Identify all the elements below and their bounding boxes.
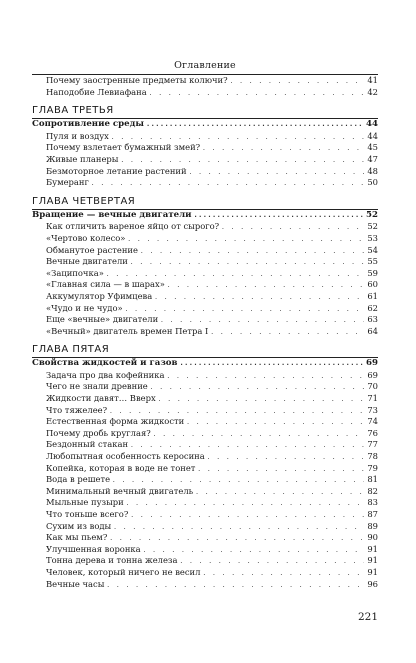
toc-entry-title: Минимальный вечный двигатель [46,485,194,496]
toc-entry-page: 77 [367,439,378,450]
toc-entry [32,326,378,338]
section-entry [32,358,378,370]
section-entry-page: 69 [366,358,378,369]
toc-entry [32,416,378,428]
toc-entry-title: Пуля и воздух [46,130,109,141]
toc-entry-title: Улучшенная воронка [46,543,141,554]
dot-leader [167,280,364,292]
toc-entry [32,474,378,486]
toc-entry-page: 42 [367,86,378,97]
toc-entry [32,497,378,509]
toc-entry-title: Аккумулятор Уфимцева [46,290,153,301]
dot-leader [150,382,364,394]
dot-leader [202,143,364,155]
dot-leader [109,533,364,545]
toc-entry [32,532,378,544]
toc-entry [32,279,378,291]
toc-entry-title: Как отличить вареное яйцо от сырого? [46,221,220,232]
toc-entry-page: 81 [367,474,378,485]
toc-entry-title: Сухим из воды [46,520,112,531]
toc-entry-title: Задача про два кофейника [46,369,165,380]
toc-entry-page: 69 [367,369,378,380]
toc-entry-page: 71 [367,393,378,404]
toc-entry-title: Как мы пьем? [46,532,108,543]
section-entry [32,119,378,131]
dot-leader [127,234,364,246]
section-entry-page: 44 [366,119,378,130]
dot-leader [149,88,364,100]
toc-entry-title: «Чудо и не чудо» [46,302,123,313]
toc-entry [32,75,378,87]
section-entry-page: 52 [366,209,378,220]
toc-entry [32,439,378,451]
toc-entry-page: 83 [367,497,378,508]
dot-leader [113,522,364,534]
toc-entry [32,256,378,268]
toc-entry [32,177,378,189]
dot-leader [153,429,364,441]
toc-entry [32,131,378,143]
toc-entry [32,245,378,257]
table-of-contents [32,75,378,590]
dot-leader [230,76,364,88]
toc-entry-title: Жидкости давят… Вверх [46,393,156,404]
toc-entry-title: Чего не знали древние [46,381,148,392]
toc-entry-page: 76 [367,427,378,438]
toc-entry-title: Обманутое растение [46,244,138,255]
dot-leader [91,178,364,190]
toc-entry [32,142,378,154]
toc-entry [32,370,378,382]
toc-entry-page: 91 [367,543,378,554]
toc-entry-title: Что тоньше всего? [46,509,129,519]
toc-entry-page: 61 [367,290,378,301]
toc-entry-page: 53 [367,232,378,243]
toc-entry-page: 89 [367,520,378,531]
toc-entry [32,233,378,245]
toc-entry [32,303,378,315]
dot-leader [197,464,364,476]
toc-entry-page: 55 [367,256,378,267]
toc-entry [32,221,378,233]
toc-entry-title: «Заципочка» [46,267,104,278]
dot-leader [180,358,364,370]
dot-leader [189,167,364,179]
section-entry-title: Сопротивление среды [32,119,144,130]
toc-entry-page: 47 [367,153,378,164]
toc-entry [32,486,378,498]
toc-entry [32,87,378,99]
toc-entry-page: 52 [367,221,378,232]
toc-entry-title: Вечные двигатели [46,256,128,267]
dot-leader [202,568,364,580]
chapter-heading: ГЛАВА ТРЕТЬЯ [32,105,114,117]
dot-leader [126,498,364,510]
toc-entry-page: 70 [367,381,378,392]
dot-leader [154,292,364,304]
dot-leader [106,580,364,592]
chapter-heading: ГЛАВА ЧЕТВЕРТАЯ [32,195,136,207]
toc-entry-page: 79 [367,462,378,473]
toc-entry-title: Любопытная особенность керосина [46,451,205,462]
dot-leader [140,246,364,258]
toc-entry-title: Бумеранг [46,177,89,188]
toc-entry-page: 91 [367,555,378,566]
toc-entry [32,154,378,166]
toc-entry [32,428,378,440]
dot-leader [195,487,364,499]
toc-entry [32,451,378,463]
running-head: Оглавление [174,60,236,71]
toc-entry-title: «Вечный» двигатель времен Петра I [46,325,209,336]
dot-leader [130,510,364,522]
toc-entry-page: 44 [367,130,378,141]
dot-leader [186,417,364,429]
section-entry-title: Свойства жидкостей и газов [32,358,178,369]
dot-leader [221,222,364,234]
dot-leader [207,452,364,464]
dot-leader [158,394,364,406]
section-entry-title: Вращение — вечные двигатели [32,209,192,220]
toc-entry-page: 41 [367,75,378,85]
toc-entry-title: Мыльные пузыри [46,497,124,508]
toc-entry-title: Бездонный стакан [46,439,129,450]
toc-entry-title: «Главная сила — в шарах» [46,279,165,290]
toc-entry [32,314,378,326]
toc-entry-title: Тонна дерева и тонна железа [46,555,178,566]
dot-leader [180,556,365,568]
toc-entry [32,521,378,533]
toc-entry-page: 62 [367,302,378,313]
toc-entry-page: 54 [367,244,378,255]
toc-entry [32,405,378,417]
toc-entry [32,463,378,475]
dot-leader [146,119,364,131]
section-entry [32,210,378,222]
toc-entry-title: Наподобие Левиафана [46,86,147,97]
toc-entry-title: Безмоторное летание растений [46,165,187,176]
toc-entry [32,393,378,405]
toc-entry-page: 82 [367,485,378,496]
toc-entry-page: 78 [367,451,378,462]
toc-entry-title: Копейка, которая в воде не тонет [46,462,196,473]
toc-entry-page: 73 [367,404,378,415]
toc-entry-page: 74 [367,416,378,427]
dot-leader [125,304,364,316]
toc-entry-page: 96 [367,578,378,589]
toc-entry [32,567,378,579]
toc-entry-page: 50 [367,177,378,188]
toc-page [32,0,378,590]
toc-entry [32,381,378,393]
toc-entry-title: Почему заостренные предметы колючи? [46,75,228,85]
toc-entry-page: 90 [367,532,378,543]
toc-entry-title: Вечные часы [46,578,105,589]
toc-entry-page: 60 [367,279,378,290]
toc-entry-page: 87 [367,509,378,519]
toc-entry [32,166,378,178]
toc-entry [32,579,378,591]
toc-entry-page: 63 [367,314,378,325]
toc-entry-title: Вода в решете [46,474,111,485]
dot-leader [194,210,364,222]
toc-entry-page: 48 [367,165,378,176]
dot-leader [167,371,365,383]
toc-entry-title: Человек, который ничего не весил [46,566,201,577]
page-number: 221 [357,611,378,623]
toc-entry [32,509,378,521]
toc-entry-page: 59 [367,267,378,278]
toc-entry-title: Еще «вечные» двигатели [46,314,159,325]
toc-entry-title: «Чертово колесо» [46,232,126,243]
toc-entry [32,291,378,303]
toc-entry [32,555,378,567]
toc-entry-page: 64 [367,325,378,336]
toc-entry-title: Почему дробь круглая? [46,427,151,438]
toc-entry-title: Естественная форма жидкости [46,416,185,427]
toc-entry-title: Почему взлетает бумажный змей? [46,142,201,153]
chapter-heading: ГЛАВА ПЯТАЯ [32,344,110,356]
dot-leader [130,257,364,269]
toc-entry-title: Что тяжелее? [46,404,108,415]
toc-entry [32,268,378,280]
toc-entry-page: 91 [367,566,378,577]
toc-entry [32,544,378,556]
toc-entry-title: Живые планеры [46,153,119,164]
dot-leader [210,327,364,339]
toc-entry-page: 45 [367,142,378,153]
